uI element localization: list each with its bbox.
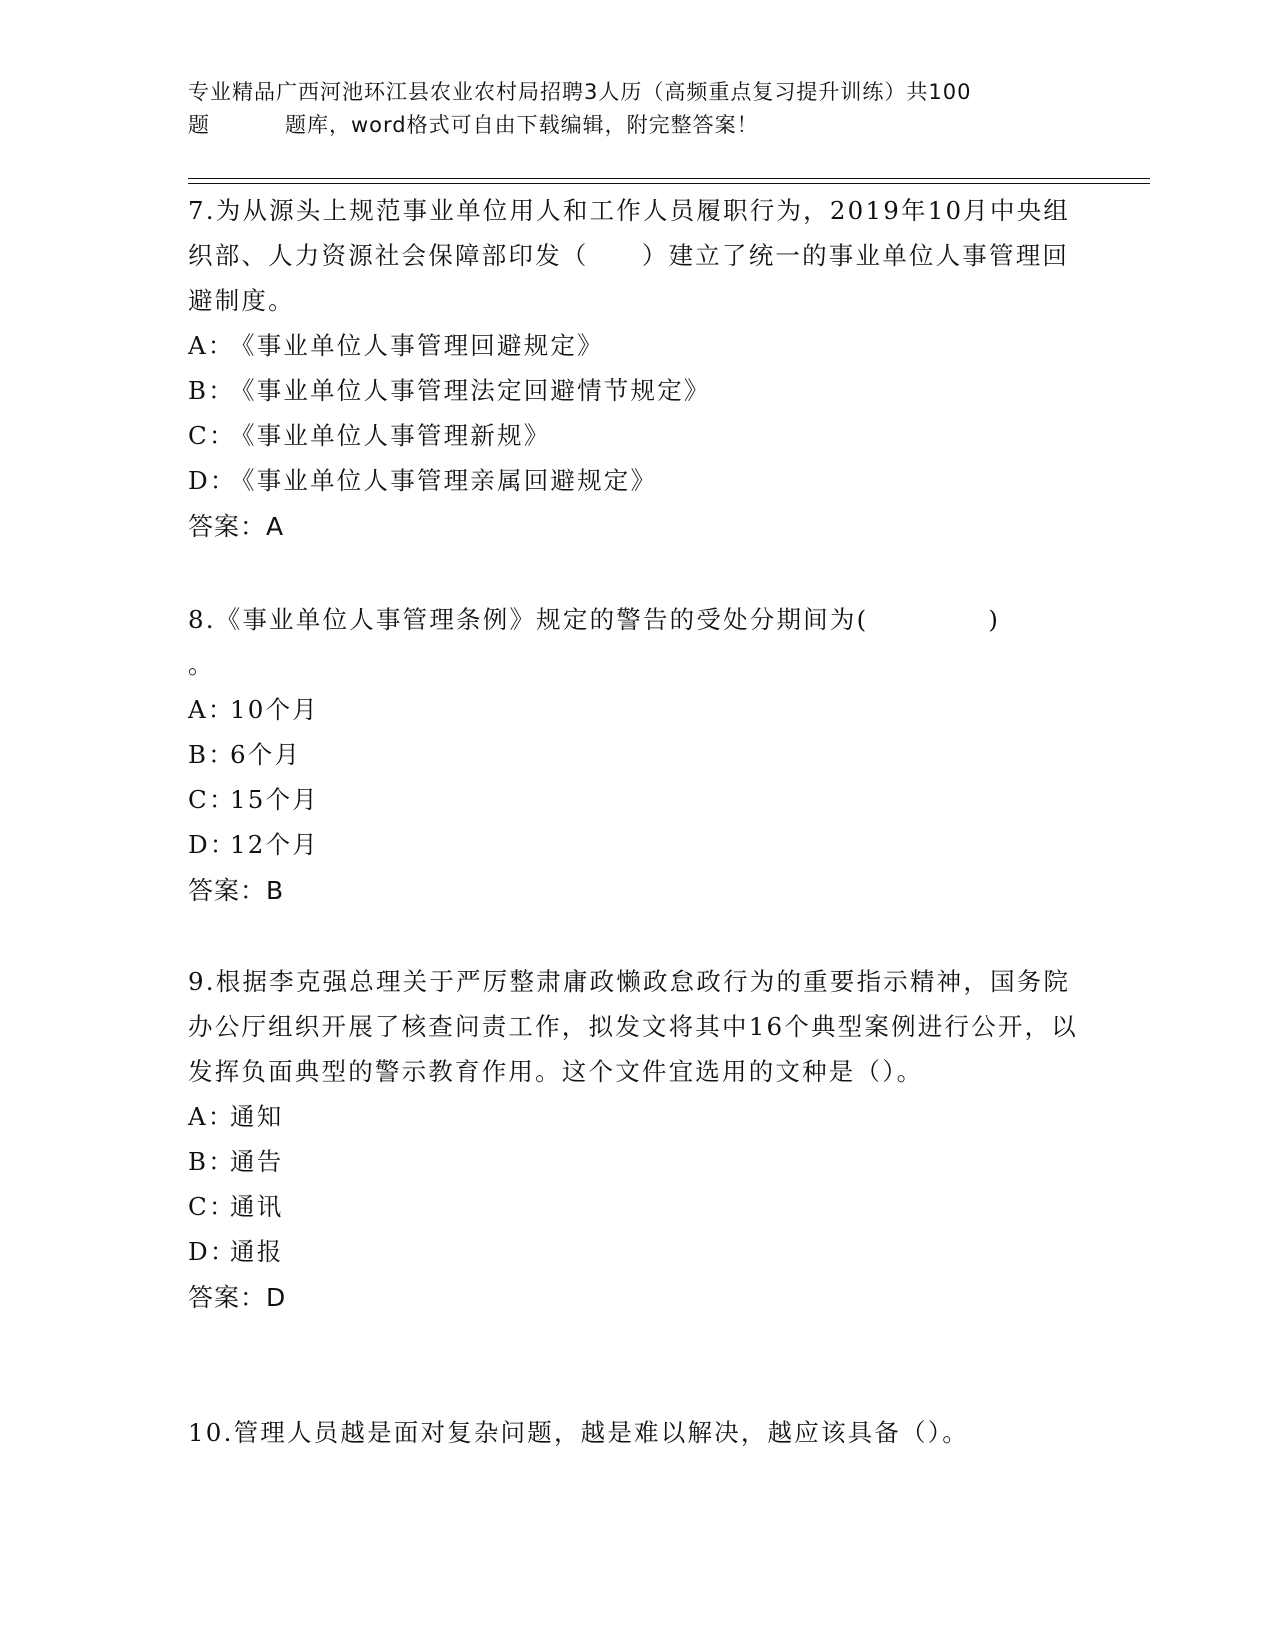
option-key: D： — [188, 830, 237, 859]
option-key: C： — [188, 421, 236, 450]
answer: 答案：B — [188, 876, 285, 905]
question-stem-end: 。 — [188, 650, 215, 679]
option-a — [188, 323, 1088, 368]
question-stem: 7.为从源头上规范事业单位用人和工作人员履职行为，2019年10月中央组织部、人力资源社会保障部印发（ ）建立了统一的事业单位人事管理回避制度。 — [188, 196, 1071, 315]
option-b — [188, 1139, 1088, 1184]
option-key: A： — [188, 331, 235, 360]
option-text: 通告 — [230, 1147, 284, 1176]
option-text: 《事业单位人事管理新规》 — [230, 421, 551, 450]
header-divider-top — [188, 178, 1150, 179]
option-b — [188, 368, 1088, 413]
option-text: 通报 — [230, 1237, 284, 1266]
option-text: 《事业单位人事管理亲属回避规定》 — [230, 466, 658, 495]
answer: 答案：A — [188, 512, 285, 541]
question-stem: 9.根据李克强总理关于严厉整肃庸政懒政怠政行为的重要指示精神，国务院办公厅组织开展了核查问责工作，拟发文将其中16个典型案例进行公开，以发挥负面典型的警示教育作用。这个文件宜选用的文种是（）。 — [188, 967, 1078, 1086]
option-key: B： — [188, 376, 235, 405]
option-key: D： — [188, 466, 237, 495]
header-title-line2 — [188, 109, 1088, 142]
header-title-line2-end: 题库，word格式可自由下载编辑，附完整答案！ — [285, 113, 759, 137]
option-text: 6个月 — [230, 740, 302, 769]
option-text: 15个月 — [230, 785, 319, 814]
option-text: 《事业单位人事管理回避规定》 — [230, 331, 604, 360]
option-c — [188, 413, 1088, 458]
header-divider-bottom — [188, 183, 1150, 184]
document-header — [188, 76, 1088, 142]
option-key: B： — [188, 1147, 235, 1176]
question-10 — [188, 1410, 1088, 1455]
header-title-line2-start: 题 — [188, 113, 210, 137]
option-b — [188, 732, 1088, 777]
option-text: 通讯 — [230, 1192, 284, 1221]
option-d — [188, 822, 1088, 867]
option-c — [188, 1184, 1088, 1229]
option-a — [188, 687, 1088, 732]
option-key: C： — [188, 1192, 236, 1221]
question-stem-close: ) — [988, 605, 1001, 634]
option-key: C： — [188, 785, 236, 814]
question-9 — [188, 959, 1088, 1320]
option-text: 《事业单位人事管理法定回避情节规定》 — [230, 376, 711, 405]
option-key: A： — [188, 1102, 235, 1131]
option-d — [188, 1229, 1088, 1274]
option-d — [188, 458, 1088, 503]
question-8 — [188, 597, 1088, 913]
header-title-line1: 专业精品广西河池环江县农业农村局招聘3人历（高频重点复习提升训练）共100 — [188, 80, 972, 104]
option-c — [188, 777, 1088, 822]
option-a — [188, 1094, 1088, 1139]
question-stem — [188, 597, 1088, 642]
option-text: 通知 — [230, 1102, 284, 1131]
question-stem: 10.管理人员越是面对复杂问题，越是难以解决，越应该具备（）。 — [188, 1418, 969, 1447]
option-key: D： — [188, 1237, 237, 1266]
option-text: 10个月 — [230, 695, 319, 724]
option-text: 12个月 — [230, 830, 319, 859]
question-stem-text: 8.《事业单位人事管理条例》规定的警告的受处分期间为( — [188, 605, 869, 634]
option-key: A： — [188, 695, 235, 724]
option-key: B： — [188, 740, 235, 769]
question-7 — [188, 188, 1088, 549]
answer: 答案：D — [188, 1283, 287, 1312]
